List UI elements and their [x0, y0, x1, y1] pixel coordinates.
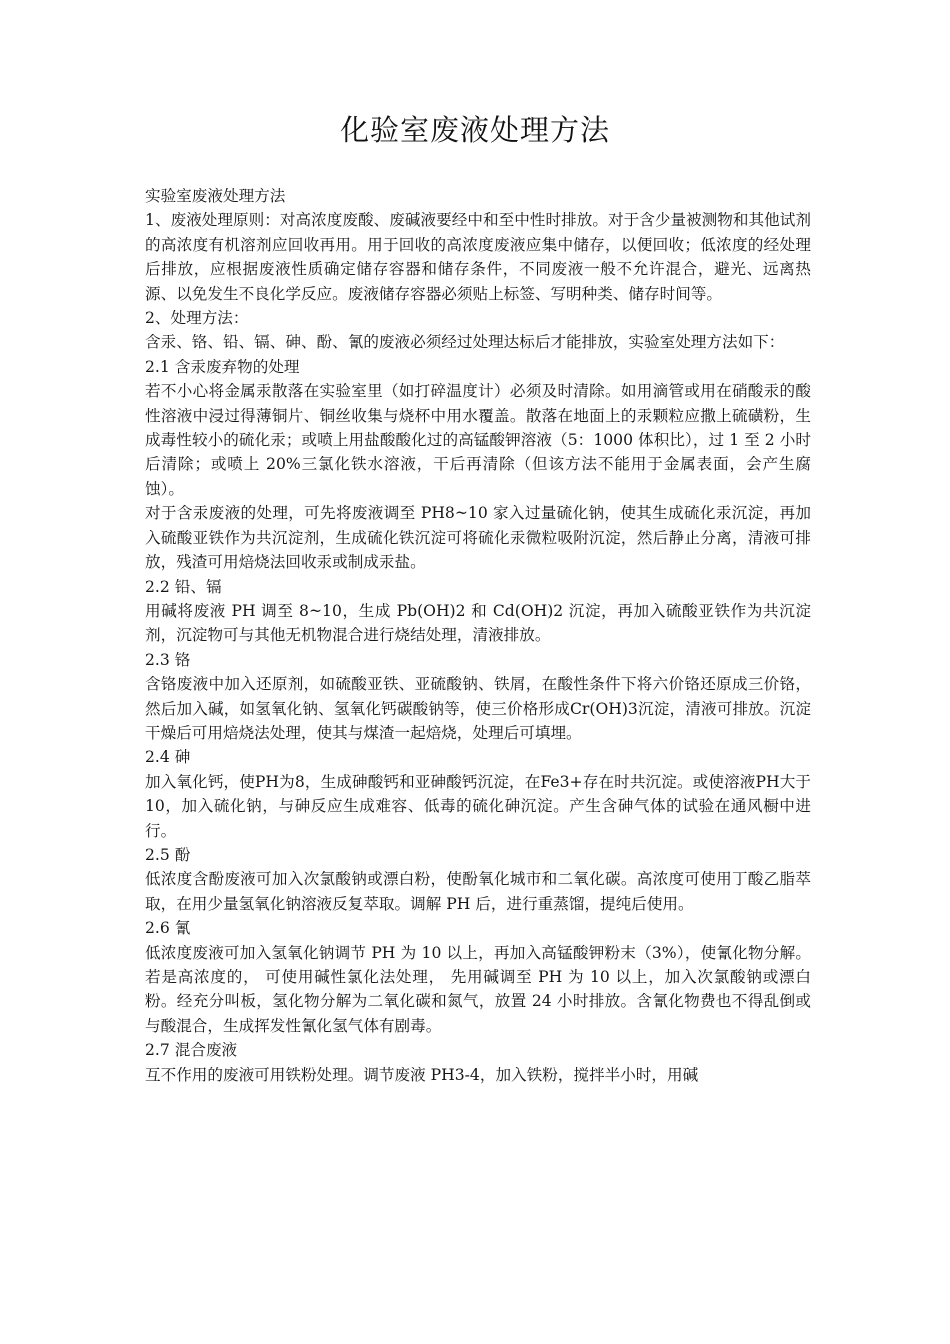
- section-heading: 2、处理方法：: [145, 309, 249, 328]
- section-heading: 2.3 铬: [145, 650, 191, 669]
- paragraph: 低浓度含酚废液可加入次氯酸钠或漂白粉，使酚氧化城市和二氧化碳。高浓度可使用丁酸乙脂萃取，在用少量氢氧化钠溶液反复萃取。调解 PH 后，进行重蒸馏，提纯后使用。: [145, 870, 811, 913]
- document-body: [145, 184, 811, 1087]
- paragraph: 互不作用的废液可用铁粉处理。调节废液 PH3-4，加入铁粉，搅拌半小时，用碱: [145, 1065, 699, 1084]
- section-heading: 2.2 铅、镉: [145, 577, 222, 596]
- section-heading: 2.6 氰: [145, 919, 191, 938]
- paragraph: 低浓度废液可加入氢氧化钠调节 PH 为 10 以上，再加入高锰酸钾粉末（3%），使氰化物分解。 若是高浓度的， 可使用碱性氯化法处理， 先用碱调至 PH 为 10 以上，加入次氯酸钠或漂白粉。经充分叫板，氢化物分解为二氧化碳和氮气，放置 24 小时排放。含氰化物费也不得乱倒或与酸混合，生成挥发性氰化氢气体有剧毒。: [145, 943, 811, 1035]
- section-heading: 实验室废液处理方法: [145, 187, 286, 205]
- paragraph: 含铬废液中加入还原剂，如硫酸亚铁、亚硫酸钠、铁屑，在酸性条件下将六价铬还原成三价铬，然后加入碱，如氢氧化钠、氢氧化钙碳酸钠等，使三价格形成Cr(OH)3沉淀，清液可排放。沉淀干燥后可用焙烧法处理，使其与煤渣一起焙烧，处理后可填埋。: [145, 675, 811, 742]
- paragraph: 1、废液处理原则：对高浓度废酸、废碱液要经中和至中性时排放。对于含少量被测物和其他试剂的高浓度有机溶剂应回收再用。用于回收的高浓度废液应集中储存，以便回收；低浓度的经处理后排放，应根据废液性质确定储存容器和储存条件，不同废液一般不允许混合，避光、远离热源、以免发生不良化学反应。废液储存容器必须贴上标签、写明种类、储存时间等。: [145, 211, 811, 303]
- paragraph: 加入氧化钙，使PH为8，生成砷酸钙和亚砷酸钙沉淀，在Fe3+存在时共沉淀。或使溶液PH大于10，加入硫化钠，与砷反应生成难容、低毒的硫化砷沉淀。产生含砷气体的试验在通风橱中进行。: [145, 772, 811, 840]
- paragraph: 对于含汞废液的处理，可先将废液调至 PH8~10 家入过量硫化钠，使其生成硫化汞沉淀，再加入硫酸亚铁作为共沉淀剂，生成硫化铁沉淀可将硫化汞微粒吸附沉淀，然后静止分离，清液可排放，残渣可用焙烧法回收汞或制成汞盐。: [145, 504, 811, 572]
- section-heading: 2.4 砷: [145, 748, 191, 767]
- paragraph: 含汞、铬、铅、镉、砷、酚、氰的废液必须经过处理达标后才能排放，实验室处理方法如下：: [145, 333, 785, 352]
- paragraph: 若不小心将金属汞散落在实验室里（如打碎温度计）必须及时清除。如用滴管或用在硝酸汞的酸性溶液中浸过得薄铜片、铜丝收集与烧杯中用水覆盖。散落在地面上的汞颗粒应撒上硫磺粉，生成毒性较小的硫化汞；或喷上用盐酸酸化过的高锰酸钾溶液（5：1000 体积比），过 1 至 2 小时后清除；或喷上 20%三氯化铁水溶液，干后再清除（但该方法不能用于金属表面，会产生腐蚀）。: [145, 382, 811, 498]
- paragraph: 用碱将废液 PH 调至 8~10，生成 Pb(OH)2 和 Cd(OH)2 沉淀，再加入硫酸亚铁作为共沉淀剂，沉淀物可与其他无机物混合进行烧结处理，清液排放。: [145, 601, 811, 645]
- document-title: 化验室废液处理方法: [339, 113, 610, 147]
- section-heading: 2.5 酚: [145, 845, 191, 864]
- section-heading: 2.1 含汞废弃物的处理: [145, 357, 300, 376]
- section-heading: 2.7 混合废液: [145, 1041, 238, 1060]
